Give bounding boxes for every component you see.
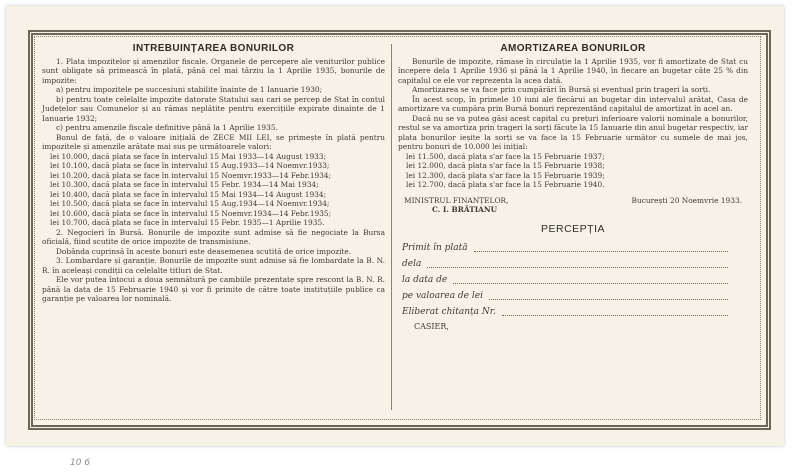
- amortization-paragraph-1: Bonurile de impozite, rămase în circulație la 1 Aprilie 1935, vor fi amortizate de Stat cu începere dela 1 Aprilie 1936 și până la 1 Aprilie 1940, în fiecare an bugetar câte 25 % din capitalul ce ele vor reprezenta la acea dată.: [398, 56, 748, 85]
- value-row: lei 10.600, dacă plata se face în intervalul 15 Noemvr.1934—14 Febr.1935;: [50, 208, 332, 218]
- usage-item-a: a) pentru impozitele pe succesiuni stabilite înainte de 1 Ianuarie 1930;: [56, 85, 323, 94]
- field-date: [398, 272, 748, 288]
- usage-paragraph-4: Dobânda cuprinsă în aceste bonuri este deasemenea scutită de orice impozite.: [56, 246, 352, 256]
- amortization-value-list: [398, 152, 748, 190]
- place-date: București 20 Noemvrie 1933.: [631, 195, 742, 205]
- usage-paragraph-2: Bonul de față, de o valoare inițială de ZECE MII LEI, se primește în plată pentru impozitele și amenzile arătate mai sus pe următoarele valori:: [42, 132, 385, 151]
- amortization-title: AMORTIZAREA BONURILOR: [500, 43, 646, 54]
- field-receipt: [398, 304, 748, 320]
- signature-block: [398, 196, 748, 206]
- amortization-paragraph-2: Amortizarea se va face prin cumpărări în Bursă și eventual prin trageri la sorți.: [412, 85, 711, 94]
- value-row: lei 12.300, dacă plata s'ar face la 15 Februarie 1939;: [406, 170, 605, 180]
- fill-line: [489, 288, 728, 300]
- fill-line: [453, 272, 728, 284]
- usage-paragraph-6: Ele vor putea întocui a doua semnătură pe cambiile prezentate spre rescont la B. N. R. până la data de 15 Februarie 1940 și vor fi primite de către toate instituțiile publice ca garanție pe valoarea lor nominală.: [42, 275, 385, 303]
- fill-line: [474, 240, 728, 252]
- field-received: [398, 240, 748, 256]
- amortization-paragraph-4: Dacă nu se va putea găsi acest capital cu prețuri inferioare valorii nominale a bonurilor, restul se va amortiza prin trageri la sorți făcute la 15 Ianuarie din anul bugetar respectiv, iar plata bonurilor ieșite la sorți se va face la 15 Februarie următor cu sumele de mai jos, pentru bonuri de 10.000 lei inițial:: [398, 113, 748, 151]
- usage-section: [42, 44, 385, 304]
- value-row: lei 10.200, dacă plata se face în intervalul 15 Noemvr.1933—14 Febr.1934;: [50, 170, 332, 180]
- usage-title: INTREBUINȚAREA BONURILOR: [132, 43, 295, 54]
- value-row: lei 10.000, dacă plata se face în intervalul 15 Mai 1933—14 August 1933;: [50, 151, 327, 161]
- value-row: lei 11.500, dacă plata s'ar face la 15 Februarie 1937;: [406, 151, 605, 161]
- field-label: pe valoarea de lei: [402, 291, 483, 301]
- field-from: [398, 256, 748, 272]
- fill-line: [502, 304, 728, 316]
- amortization-paragraph-3: În acest scop, în primele 10 iuni ale fiecărui an bugetar din intervalul arătat, Casa de amortizare va cumpăra prin Bursă bonuri reprezentând capitalul de amortizat în acel an.: [398, 94, 748, 113]
- value-row: lei 10.300, dacă plata se face în intervalul 15 Febr. 1934—14 Mai 1934;: [50, 180, 319, 189]
- field-value: [398, 288, 748, 304]
- usage-item-b: b) pentru toate celelalte impozite datorate Statului sau cari se percep de Stat în contul Județelor sau Comunelor și au rămas neplătite pentru exercițiile expirate dinainte de 1 Ianuarie 1932;: [42, 94, 385, 123]
- field-label: dela: [402, 259, 422, 269]
- pencil-note: 10 6: [70, 458, 91, 468]
- field-label: la data de: [402, 275, 448, 285]
- minister-title: MINISTRUL FINANȚELOR,: [404, 195, 509, 205]
- column-divider: [391, 44, 392, 410]
- perceptia-title: PERCEPȚIA: [540, 222, 605, 235]
- value-row: lei 10.100, dacă plata se face în intervalul 15 Aug.1933—14 Noemvr.1933;: [50, 161, 330, 170]
- field-label: Eliberat chitanța Nr.: [402, 307, 496, 317]
- usage-value-list: [42, 152, 385, 228]
- value-row: lei 10.700, dacă plata se face în intervalul 15 Febr. 1935—1 Aprilie 1935.: [50, 218, 325, 227]
- minister-name: C. I. BRĂTIANU: [432, 205, 498, 214]
- cashier-label: CASIER,: [414, 322, 449, 331]
- value-row: lei 12.700, dacă plata s'ar face la 15 Februarie 1940.: [406, 180, 605, 189]
- value-row: lei 10.400, dacă plata se face în intervalul 15 Mai 1934—14 August 1934;: [50, 189, 327, 199]
- fill-line: [427, 256, 728, 268]
- amortization-section: [398, 44, 748, 332]
- value-row: lei 10.500, dacă plata se face în intervalul 15 Aug.1934—14 Noemvr.1934;: [50, 199, 330, 208]
- field-label: Primit în plată: [402, 243, 468, 253]
- usage-paragraph-3: 2. Negocieri în Bursă. Bonurile de impozite sunt admise să fie negociate la Bursa oficială, fiind scutite de orice impozite de transmisiune.: [42, 227, 385, 246]
- usage-paragraph-5: 3. Lombardare și garanție. Bonurile de impozite sunt admise să fie lombardate la B. N. R. în aceleași condiții ca celelalte titluri de Stat.: [42, 256, 385, 275]
- usage-paragraph-1: 1. Plata impozitelor și amenzilor fiscale. Organele de percepere ale veniturilor publice sunt obligate să primească în plată, până cel mai târziu la 1 Aprilie 1935, bonurile de impozite:: [42, 56, 385, 85]
- value-row: lei 12.000, dacă plata s'ar face la 15 Februarie 1938;: [406, 161, 605, 170]
- usage-item-c: c) pentru amenzile fiscale definitive până la 1 Aprilie 1935.: [56, 123, 278, 132]
